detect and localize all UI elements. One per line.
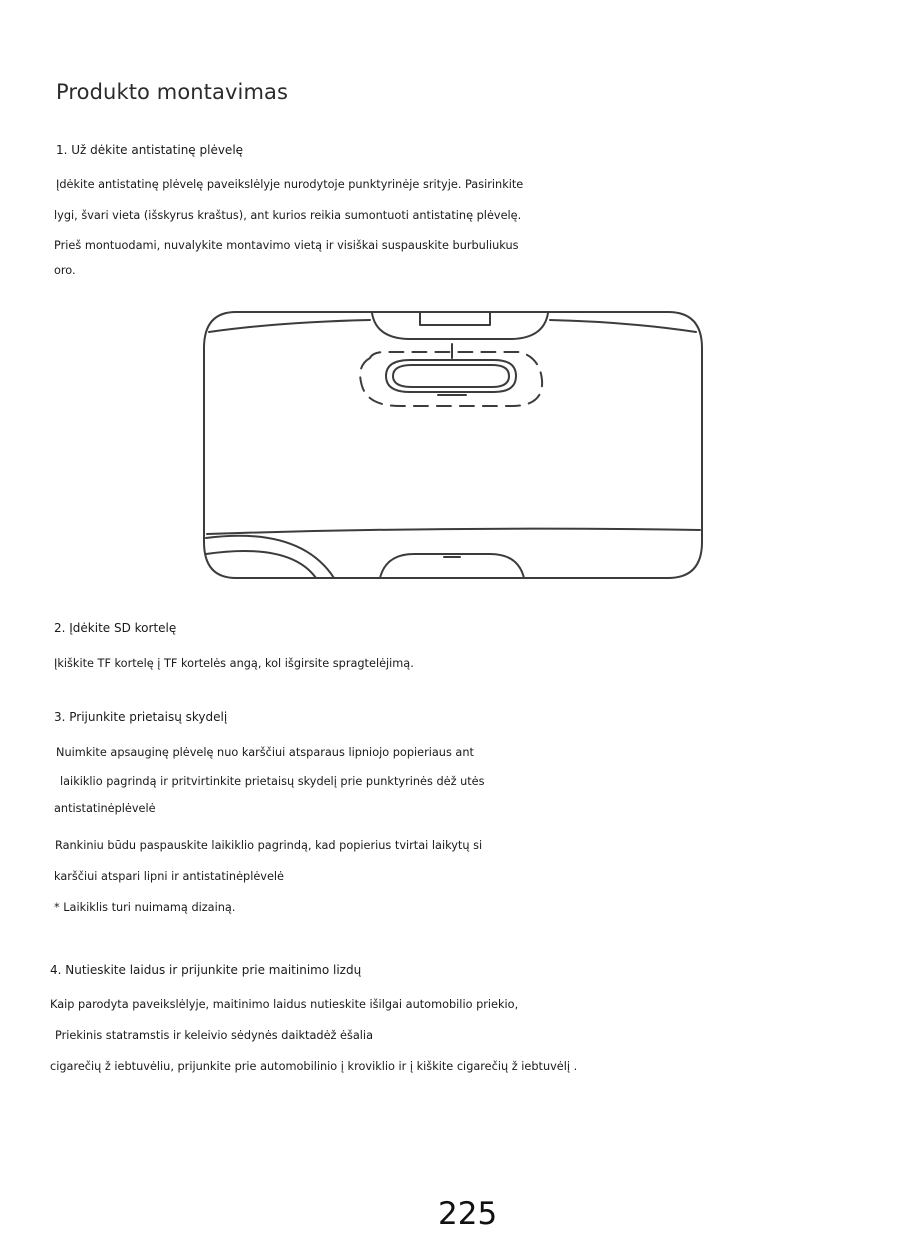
step4-line: Kaip parodyta paveikslėlyje, maitinimo laidus nutieskite išilgai automobilio priekio,: [50, 998, 519, 1011]
step3-note: * Laikiklis turi nuimamą dizainą.: [54, 901, 236, 914]
step4-line: Priekinis statramstis ir keleivio sėdynės daiktadėž ėšalia: [55, 1029, 373, 1042]
step1-line: lygi, švari vieta (išskyrus kraštus), ant kurios reikia sumontuoti antistatinę plėvelę.: [54, 209, 522, 222]
step1-heading: 1. Už dėkite antistatinę plėvelę: [56, 143, 244, 157]
step4-line: cigarečių ž iebtuvėliu, prijunkite prie automobilinio į kroviklio ir į kiškite cigarečių ž iebtuvėlį .: [50, 1060, 578, 1073]
page-number: 225: [438, 1196, 498, 1232]
dashcam-mount-illustration: [200, 308, 706, 584]
top-right-curve: [550, 320, 696, 332]
step3-line: Nuimkite apsauginę plėvelę nuo karščiui atsparaus lipniojo popieriaus ant: [56, 746, 474, 759]
step1-line: oro.: [54, 264, 76, 277]
bottom-left-arc-inner: [206, 551, 316, 578]
step3-line: karščiui atspari lipni ir antistatinėplėvelė: [54, 870, 285, 883]
bottom-left-arc-outer: [206, 536, 334, 578]
step3-line: antistatinėplėvelė: [54, 802, 156, 815]
step2-line: Įkiškite TF kortelę į TF kortelės angą, kol išgirsite spragtelėjimą.: [54, 657, 414, 670]
bottom-band: [207, 529, 700, 534]
mount-slot-inner: [393, 365, 509, 387]
step2-heading: 2. Įdėkite SD kortelę: [54, 621, 177, 635]
step3-heading: 3. Prijunkite prietaisų skydelį: [54, 710, 228, 724]
step3-line: Rankiniu būdu paspauskite laikiklio pagrindą, kad popierius tvirtai laikytų si: [55, 839, 483, 852]
step1-line: Prieš montuodami, nuvalykite montavimo vietą ir visiškai suspauskite burbuliukus: [54, 239, 519, 252]
top-notch-inner: [420, 313, 490, 325]
top-left-curve: [209, 320, 370, 332]
step1-line: Įdėkite antistatinę plėvelę paveikslėlyje nurodytoje punktyrinėje srityje. Pasirinkite: [56, 178, 524, 191]
step4-heading: 4. Nutieskite laidus ir prijunkite prie maitinimo lizdų: [50, 963, 362, 977]
page-title: Produkto montavimas: [56, 80, 289, 104]
step3-line: laikiklio pagrindą ir pritvirtinkite prietaisų skydelį prie punktyrinės dėž utės: [60, 775, 485, 788]
